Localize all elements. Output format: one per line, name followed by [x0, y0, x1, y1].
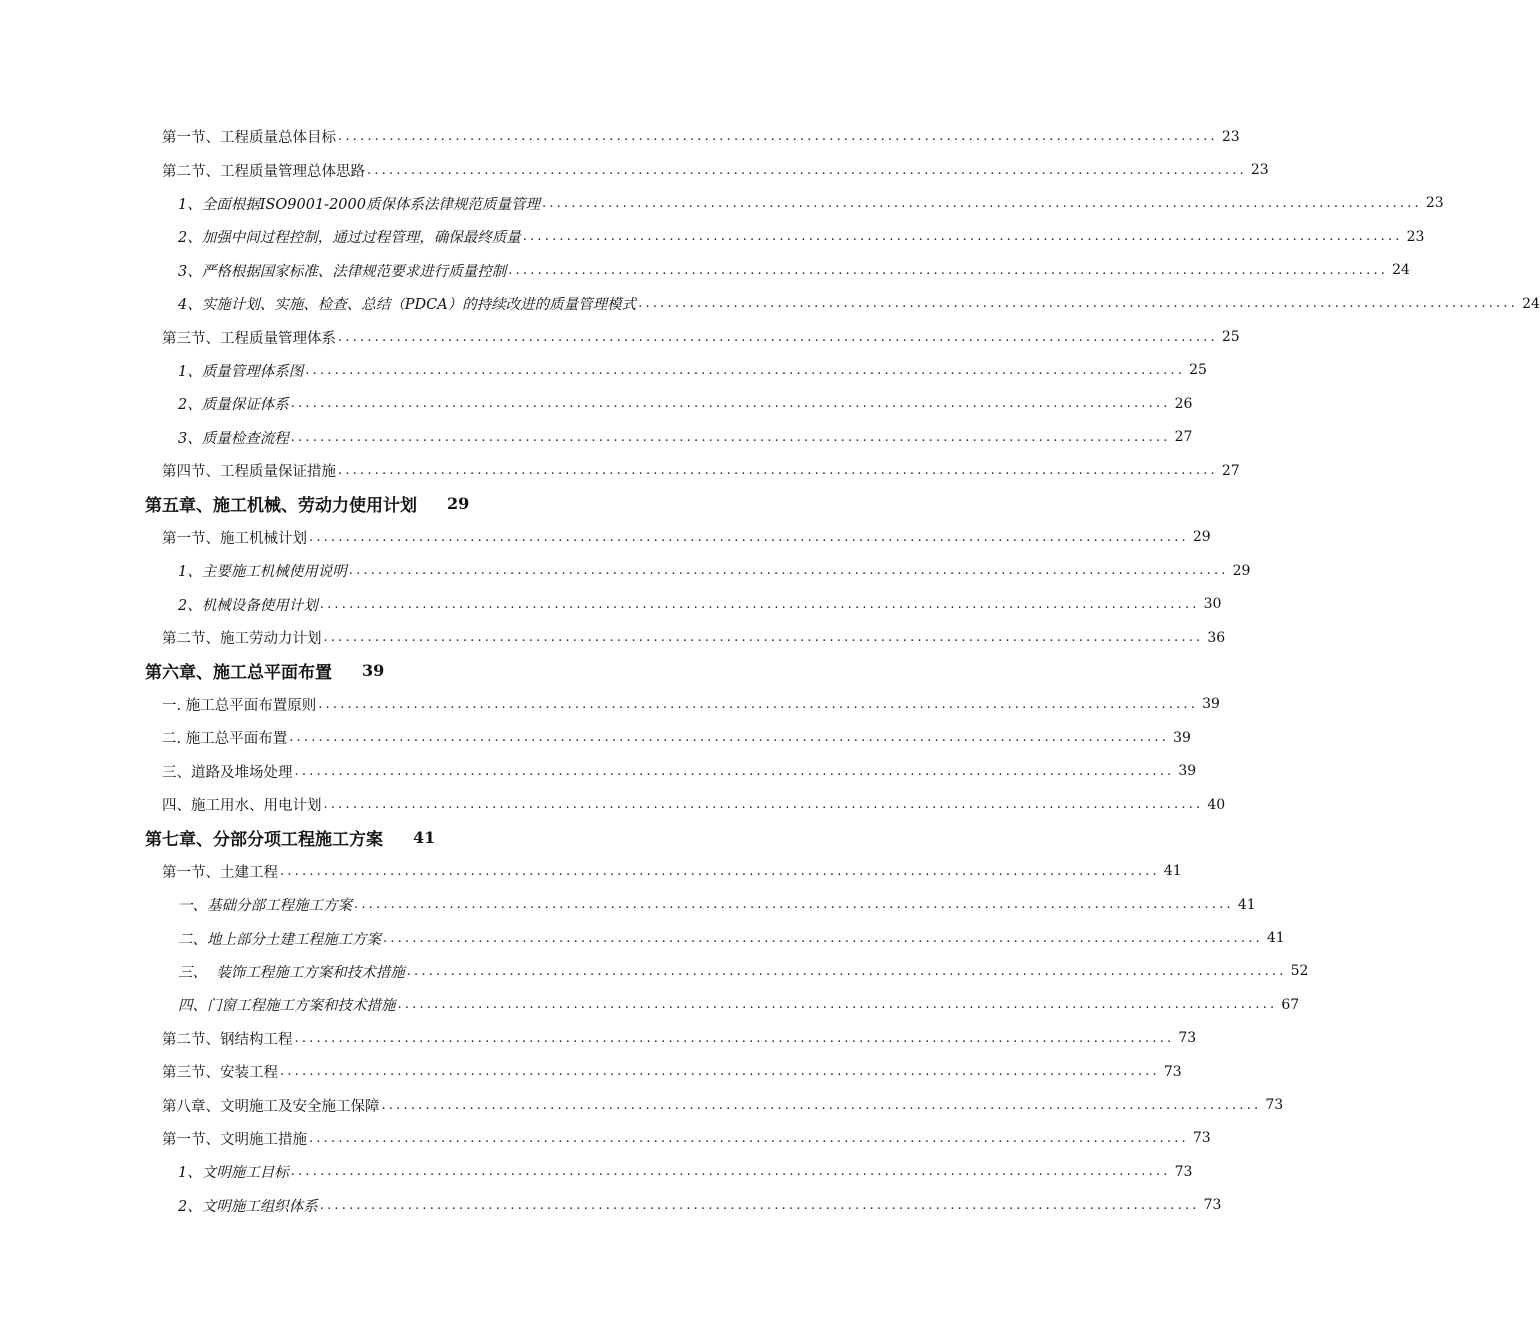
- toc-entry[interactable]: [0, 721, 1191, 754]
- toc-page-number: 25: [1221, 329, 1240, 346]
- leader-dots: ........................................................................................................................: [541, 195, 1422, 211]
- toc-entry[interactable]: [0, 153, 1269, 186]
- toc-entry[interactable]: [0, 120, 1240, 153]
- toc-page-number: 39: [1173, 729, 1191, 746]
- leader-dots: ........................................................................................................................: [323, 797, 1204, 812]
- toc-entry-title: 2、加强中间过程控制，通过过程管理，确保最终质量: [178, 230, 521, 247]
- toc-entry[interactable]: [0, 688, 1220, 721]
- leader-dots: ........................................................................................................................: [319, 1197, 1200, 1213]
- toc-page-number: 23: [1425, 195, 1444, 212]
- toc-page-number: 73: [1203, 1197, 1222, 1214]
- toc-entry-title: 第五章、施工机械、劳动力使用计划: [145, 496, 417, 517]
- toc-entry[interactable]: [0, 1155, 1193, 1188]
- leader-dots: ........................................................................................................................: [381, 1097, 1262, 1113]
- toc-entry-title: 四、门窗工程施工方案和技术措施: [178, 998, 396, 1015]
- toc-entry[interactable]: [0, 587, 1222, 620]
- toc-entry-title: 一. 施工总平面布置原则: [162, 697, 317, 714]
- toc-entry-title: 三、道路及堆场处理: [162, 764, 293, 781]
- toc-entry[interactable]: [0, 320, 1240, 353]
- toc-entry-title: 1、主要施工机械使用说明: [178, 564, 347, 581]
- toc-entry[interactable]: [0, 354, 1207, 387]
- toc-entry[interactable]: [0, 220, 1425, 253]
- toc-page-number: 23: [1250, 162, 1269, 179]
- toc-entry-title: 2、质量保证体系: [178, 397, 289, 414]
- toc-entry-title: 1、全面根据ISO9001-2000质保体系法律规范质量管理: [178, 196, 540, 213]
- toc-entry[interactable]: [0, 1122, 1211, 1155]
- leader-dots: ........................................................................................................................: [290, 429, 1171, 445]
- toc-entry[interactable]: [0, 1022, 1197, 1055]
- toc-entry-title: 2、机械设备使用计划: [178, 597, 318, 614]
- toc-page-number: 52: [1290, 963, 1309, 980]
- toc-page-number: 41: [1237, 896, 1256, 913]
- toc-page-number: 24: [1522, 295, 1540, 312]
- toc-entry-title: 4、实施计划、实施、检查、总结（PDCA）的持续改进的质量管理模式: [178, 297, 637, 314]
- leader-dots: ........................................................................................................................: [319, 596, 1200, 612]
- toc-entry[interactable]: [0, 521, 1211, 554]
- leader-dots: ........................................................................................................................: [406, 963, 1287, 979]
- leader-dots: ........................................................................................................................: [338, 129, 1218, 145]
- toc-page-number: 39: [1178, 763, 1197, 780]
- toc-page-number: 29: [1192, 529, 1211, 546]
- toc-entry-title: 第一节、文明施工措施: [162, 1131, 307, 1148]
- toc-chapter-heading[interactable]: [0, 654, 950, 687]
- leader-dots: ........................................................................................................................: [367, 162, 1247, 178]
- toc-page-number: 29: [1232, 562, 1251, 579]
- leader-dots: ........................................................................................................................: [323, 630, 1204, 646]
- toc-entry-title: 3、严格根据国家标准、法律规范要求进行质量控制: [178, 263, 507, 280]
- toc-page-number: 41: [1266, 930, 1285, 947]
- leader-dots: ........................................................................................................................: [638, 296, 1519, 312]
- leader-dots: ........................................................................................................................: [280, 863, 1160, 879]
- toc-page-number: 30: [1203, 596, 1222, 613]
- toc-entry-title: 第七章、分部分项工程施工方案: [145, 830, 383, 851]
- toc-entry-title: 第八章、文明施工及安全施工保障: [162, 1098, 380, 1115]
- toc-entry-title: 第四节、工程质量保证措施: [162, 464, 336, 481]
- toc-entry[interactable]: [0, 888, 1256, 921]
- toc-entry-title: 一、基础分部工程施工方案: [178, 898, 352, 915]
- toc-entry[interactable]: [0, 454, 1240, 487]
- toc-entry[interactable]: [0, 855, 1182, 888]
- toc-entry[interactable]: [0, 788, 1226, 821]
- toc-entry-title: 第二节、工程质量管理总体思路: [162, 163, 365, 180]
- toc-entry-title: 第一节、土建工程: [162, 864, 278, 881]
- toc-entry[interactable]: [0, 921, 1285, 954]
- toc-page-number: 73: [1163, 1063, 1182, 1080]
- toc-entry[interactable]: [0, 387, 1193, 420]
- table-of-contents: [0, 120, 1540, 1222]
- toc-page-number: 41: [413, 828, 436, 848]
- toc-entry-title: 1、文明施工目标: [178, 1165, 289, 1182]
- toc-page-number: 29: [447, 494, 470, 514]
- toc-entry-title: 三、 装饰工程施工方案和技术措施: [178, 964, 405, 981]
- leader-dots: ........................................................................................................................: [309, 1130, 1189, 1146]
- toc-page-number: 73: [1174, 1163, 1193, 1180]
- toc-entry-title: 第一节、工程质量总体目标: [162, 130, 336, 147]
- toc-page-number: 67: [1281, 996, 1300, 1013]
- toc-entry[interactable]: [0, 421, 1193, 454]
- toc-page-number: 23: [1406, 228, 1425, 245]
- toc-entry-title: 第六章、施工总平面布置: [145, 663, 332, 684]
- toc-entry-title: 2、文明施工组织体系: [178, 1198, 318, 1215]
- toc-entry-title: 第三节、安装工程: [162, 1065, 278, 1082]
- leader-dots: ........................................................................................................................: [348, 563, 1229, 579]
- toc-entry[interactable]: [0, 988, 1300, 1021]
- toc-entry[interactable]: [0, 754, 1197, 787]
- toc-page-number: 73: [1265, 1097, 1284, 1114]
- leader-dots: ........................................................................................................................: [338, 463, 1218, 479]
- toc-chapter-heading[interactable]: [0, 487, 950, 520]
- toc-page-number: 27: [1174, 429, 1193, 446]
- leader-dots: ........................................................................................................................: [354, 897, 1234, 913]
- toc-entry[interactable]: [0, 287, 1540, 320]
- toc-entry[interactable]: [0, 1055, 1182, 1088]
- leader-dots: ........................................................................................................................: [309, 529, 1189, 545]
- toc-page-number: 25: [1189, 362, 1207, 379]
- toc-entry-title: 四、施工用水、用电计划: [162, 798, 322, 814]
- toc-entry[interactable]: [0, 1189, 1222, 1222]
- toc-page-number: 23: [1221, 128, 1240, 145]
- toc-entry[interactable]: [0, 554, 1251, 587]
- toc-page-number: 39: [1202, 696, 1220, 713]
- toc-entry[interactable]: [0, 187, 1444, 220]
- toc-chapter-heading[interactable]: [0, 821, 950, 854]
- leader-dots: ........................................................................................................................: [338, 329, 1218, 345]
- toc-entry-title: 第二节、钢结构工程: [162, 1031, 293, 1048]
- leader-dots: ........................................................................................................................: [294, 763, 1175, 779]
- toc-entry-title: 二. 施工总平面布置: [162, 731, 288, 748]
- leader-dots: ........................................................................................................................: [289, 730, 1170, 746]
- toc-page-number: 73: [1192, 1130, 1211, 1147]
- leader-dots: ........................................................................................................................: [522, 229, 1403, 245]
- toc-entry-title: 第一节、施工机械计划: [162, 530, 307, 547]
- toc-page-number: 36: [1207, 629, 1226, 646]
- toc-page-number: 41: [1163, 863, 1182, 880]
- leader-dots: ........................................................................................................................: [383, 930, 1263, 946]
- toc-page-number: 73: [1178, 1030, 1197, 1047]
- leader-dots: ........................................................................................................................: [508, 262, 1389, 278]
- toc-entry[interactable]: [0, 1088, 1284, 1121]
- toc-entry-title: 第二节、施工劳动力计划: [162, 631, 322, 648]
- leader-dots: ........................................................................................................................: [280, 1064, 1160, 1080]
- toc-page-number: 40: [1207, 796, 1226, 813]
- leader-dots: ........................................................................................................................: [294, 1030, 1175, 1046]
- toc-page-number: 24: [1392, 262, 1410, 279]
- toc-page-number: 26: [1174, 395, 1193, 412]
- toc-page-number: 39: [362, 661, 385, 681]
- toc-entry-title: 3、质量检查流程: [178, 430, 289, 447]
- leader-dots: ........................................................................................................................: [305, 362, 1186, 378]
- toc-entry-title: 第三节、工程质量管理体系: [162, 330, 336, 347]
- toc-entry-title: 二、地上部分土建工程施工方案: [178, 931, 381, 948]
- toc-page-number: 27: [1221, 462, 1240, 479]
- leader-dots: ........................................................................................................................: [290, 396, 1171, 412]
- leader-dots: ........................................................................................................................: [318, 696, 1199, 712]
- toc-entry[interactable]: [0, 254, 1410, 287]
- toc-entry[interactable]: [0, 955, 1309, 988]
- toc-entry-title: 1、质量管理体系图: [178, 363, 304, 380]
- leader-dots: ........................................................................................................................: [290, 1164, 1171, 1180]
- toc-entry[interactable]: [0, 621, 1226, 654]
- leader-dots: ........................................................................................................................: [397, 997, 1278, 1013]
